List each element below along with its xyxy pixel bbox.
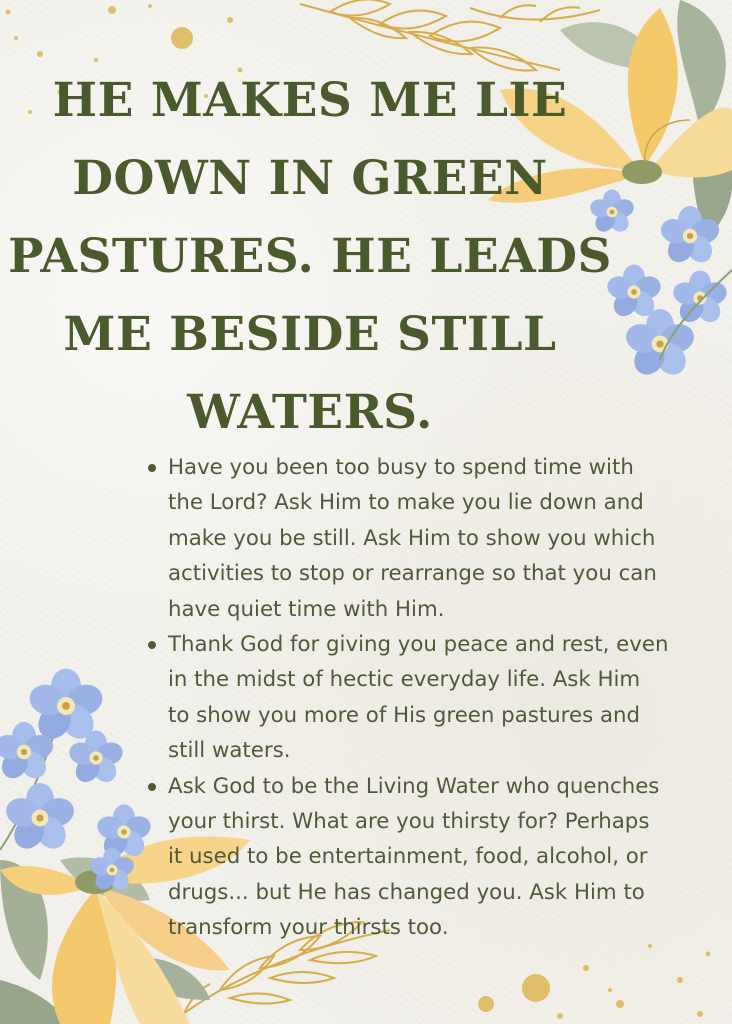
heading-line: DOWN IN GREEN <box>72 151 548 206</box>
reflection-list <box>146 450 732 946</box>
heading-line: PASTURES. HE LEADS <box>8 229 612 284</box>
heading-line: ME BESIDE STILL <box>63 307 557 362</box>
reflection-line: it used to be entertainment, food, alcohol, or <box>168 844 648 870</box>
gold-speckles-bottom <box>478 944 711 1019</box>
reflection-line: make you be still. Ask Him to show you which <box>168 525 656 551</box>
gold-leaf-branch-top <box>300 0 600 71</box>
reflection-item <box>146 450 732 627</box>
scripture-heading <box>0 62 620 452</box>
bullet-dot <box>148 783 156 791</box>
bullet-dot <box>148 464 156 472</box>
bullet-dot <box>148 641 156 649</box>
heading-line: HE MAKES ME LIE <box>52 73 568 128</box>
reflection-line: Ask God to be the Living Water who quenches <box>168 773 660 799</box>
reflection-line: to show you more of His green pastures and <box>168 702 641 728</box>
reflection-line: your thirst. What are you thirsty for? Perhaps <box>168 809 650 835</box>
reflection-line: still waters. <box>168 738 291 764</box>
reflection-line: the Lord? Ask Him to make you lie down and <box>168 490 644 516</box>
reflection-item <box>146 627 732 769</box>
heading-line: WATERS. <box>187 385 433 440</box>
reflection-line: transform your thirsts too. <box>168 915 449 941</box>
reflection-line: have quiet time with Him. <box>168 596 445 622</box>
reflection-line: Thank God for giving you peace and rest, even <box>168 632 669 658</box>
reflection-line: activities to stop or rearrange so that you can <box>168 561 657 587</box>
reflection-line: drugs... but He has changed you. Ask Him to <box>168 879 645 905</box>
reflection-line: in the midst of hectic everyday life. Ask Him <box>168 667 641 693</box>
reflection-line: Have you been too busy to spend time with <box>168 455 634 480</box>
reflection-item <box>146 769 732 946</box>
